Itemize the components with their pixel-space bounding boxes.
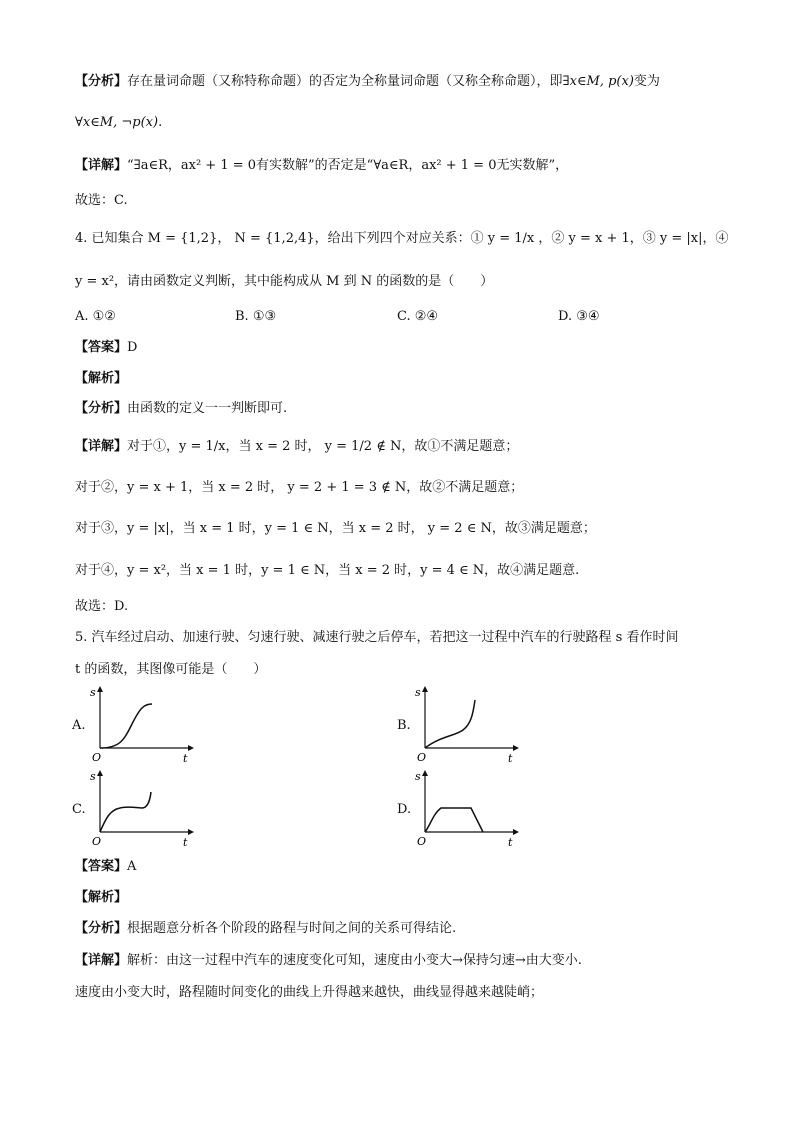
- graph-b-axis-x-label: t: [508, 752, 513, 762]
- q3-analysis-line2: [75, 113, 162, 133]
- graph-c-curve: [100, 792, 151, 832]
- q4-detail-line1: [75, 437, 518, 457]
- graph-a-label: A.: [72, 718, 86, 733]
- graph-a-origin: O: [92, 751, 102, 762]
- q3-detail-line: [75, 156, 568, 176]
- q5-last-line: 速度由小变大时，路程随时间变化的曲线上升得越来越快，曲线显得越来越陡峭；: [75, 985, 544, 1000]
- graph-d-axis-x-label: t: [508, 836, 513, 846]
- graph-d-axis-y-label: s: [415, 770, 421, 783]
- q4-answer-line: [75, 338, 137, 358]
- q3-analysis-end: .: [158, 115, 163, 130]
- q5-stem-line2: t 的函数，其图像可能是（ ）: [75, 662, 267, 677]
- q4-detail-3: 对于③，y = |x|，当 x = 1 时，y = 1 ∈ N，当 x = 2 时， y = 2 ∈ N，故③满足题意；: [75, 521, 596, 536]
- graph-d-origin: O: [417, 835, 427, 846]
- q4-choice-a: A. ①②: [75, 309, 116, 324]
- q3-analysis-line1: [75, 72, 660, 92]
- graph-d: [413, 768, 523, 846]
- q5-answer: A: [127, 859, 137, 874]
- graph-c-label: C.: [72, 802, 86, 817]
- jiexi-tag: 【解析】: [75, 371, 128, 386]
- q4-choice-d: D. ③④: [558, 309, 600, 324]
- graph-b-y-arrow: [422, 686, 428, 692]
- q5-analysis-text: 根据题意分析各个阶段的路程与时间之间的关系可得结论.: [127, 921, 457, 936]
- q5-jiexi-tag: [75, 888, 127, 908]
- graph-c-x-arrow: [188, 829, 194, 835]
- q4-detail-4: 对于④，y = x²，当 x = 1 时，y = 1 ∈ N，当 x = 2 时，y = 4 ∈ N，故④满足题意.: [75, 563, 580, 578]
- q4-detail-1: 对于①，y = 1/x，当 x = 2 时， y = 1/2 ∉ N，故①不满足题意；: [127, 439, 519, 454]
- q5-detail-text: 解析：由这一过程中汽车的速度变化可知，速度由小变大→保持匀速→由大变小.: [127, 953, 582, 968]
- q4-choice-c: C. ②④: [397, 309, 439, 324]
- graph-c-axis-y-label: s: [90, 770, 96, 783]
- graph-a-axis-y-label: s: [90, 686, 96, 699]
- q3-detail-text: “∃a∈R，ax² + 1 = 0有实数解”的否定是“∀a∈R，ax² + 1 = 0无实数解”，: [127, 158, 569, 173]
- graph-a-curve: [100, 704, 152, 748]
- q4-analysis-line: [75, 399, 287, 419]
- graph-b-curve: [425, 700, 475, 748]
- analysis-tag: 【分析】: [75, 921, 128, 936]
- q4-stem-line2: y = x²，请由函数定义判断，其中能构成从 M 到 N 的函数的是（ ）: [75, 274, 494, 289]
- q3-choose: 故选：C.: [75, 193, 128, 208]
- analysis-tag: 【分析】: [75, 401, 128, 416]
- q4-jiexi-tag: [75, 369, 127, 389]
- graph-d-curve: [425, 808, 483, 832]
- analysis-tag: 【分析】: [75, 74, 128, 89]
- q3-analysis-math-2: ∀x∈M, ¬p(x): [75, 115, 159, 130]
- q4-choice-b: B. ①③: [235, 309, 277, 324]
- graph-a: [88, 684, 198, 762]
- graph-c: [88, 768, 198, 846]
- graph-b: [413, 684, 523, 762]
- graph-a-y-arrow: [97, 686, 103, 692]
- graph-c-axis-x-label: t: [183, 836, 188, 846]
- q4-stem-line1: 4. 已知集合 M = {1,2}， N = {1,2,4}，给出下列四个对应关系：① y = 1/x ，② y = x + 1，③ y = |x|，④: [75, 231, 729, 246]
- q4-answer: D: [127, 340, 138, 355]
- answer-tag: 【答案】: [75, 859, 128, 874]
- answer-tag: 【答案】: [75, 340, 128, 355]
- graph-c-y-arrow: [97, 770, 103, 776]
- graph-b-origin: O: [417, 751, 427, 762]
- graph-b-x-arrow: [513, 745, 519, 751]
- jiexi-tag: 【解析】: [75, 890, 128, 905]
- graph-d-y-arrow: [422, 770, 428, 776]
- q5-detail-line: [75, 951, 582, 971]
- graph-d-x-arrow: [513, 829, 519, 835]
- graph-a-x-arrow: [188, 745, 194, 751]
- q5-stem-line1: 5. 汽车经过启动、加速行驶、匀速行驶、减速行驶之后停车，若把这一过程中汽车的行驶路程 s 看作时间: [75, 630, 679, 645]
- graph-b-label: B.: [397, 718, 411, 733]
- graph-b-axis-y-label: s: [415, 686, 421, 699]
- q3-analysis-text-a: 存在量词命题（又称特称命题）的否定为全称量词命题（又称全称命题），即: [127, 74, 563, 89]
- q4-analysis-text: 由函数的定义一一判断即可.: [127, 401, 288, 416]
- graph-d-label: D.: [397, 802, 412, 817]
- q3-analysis-text-b: 变为: [633, 74, 660, 89]
- q4-choose: 故选：D.: [75, 599, 129, 614]
- q3-analysis-math-1: ∃x∈M, p(x): [562, 74, 634, 89]
- q5-answer-line: [75, 857, 136, 877]
- graph-c-origin: O: [92, 835, 102, 846]
- detail-tag: 【详解】: [75, 158, 128, 173]
- q4-detail-2: 对于②，y = x + 1，当 x = 2 时， y = 2 + 1 = 3 ∉ N，故②不满足题意；: [75, 480, 524, 495]
- q5-analysis-line: [75, 919, 456, 939]
- detail-tag: 【详解】: [75, 953, 128, 968]
- graph-a-axis-x-label: t: [183, 752, 188, 762]
- detail-tag: 【详解】: [75, 439, 128, 454]
